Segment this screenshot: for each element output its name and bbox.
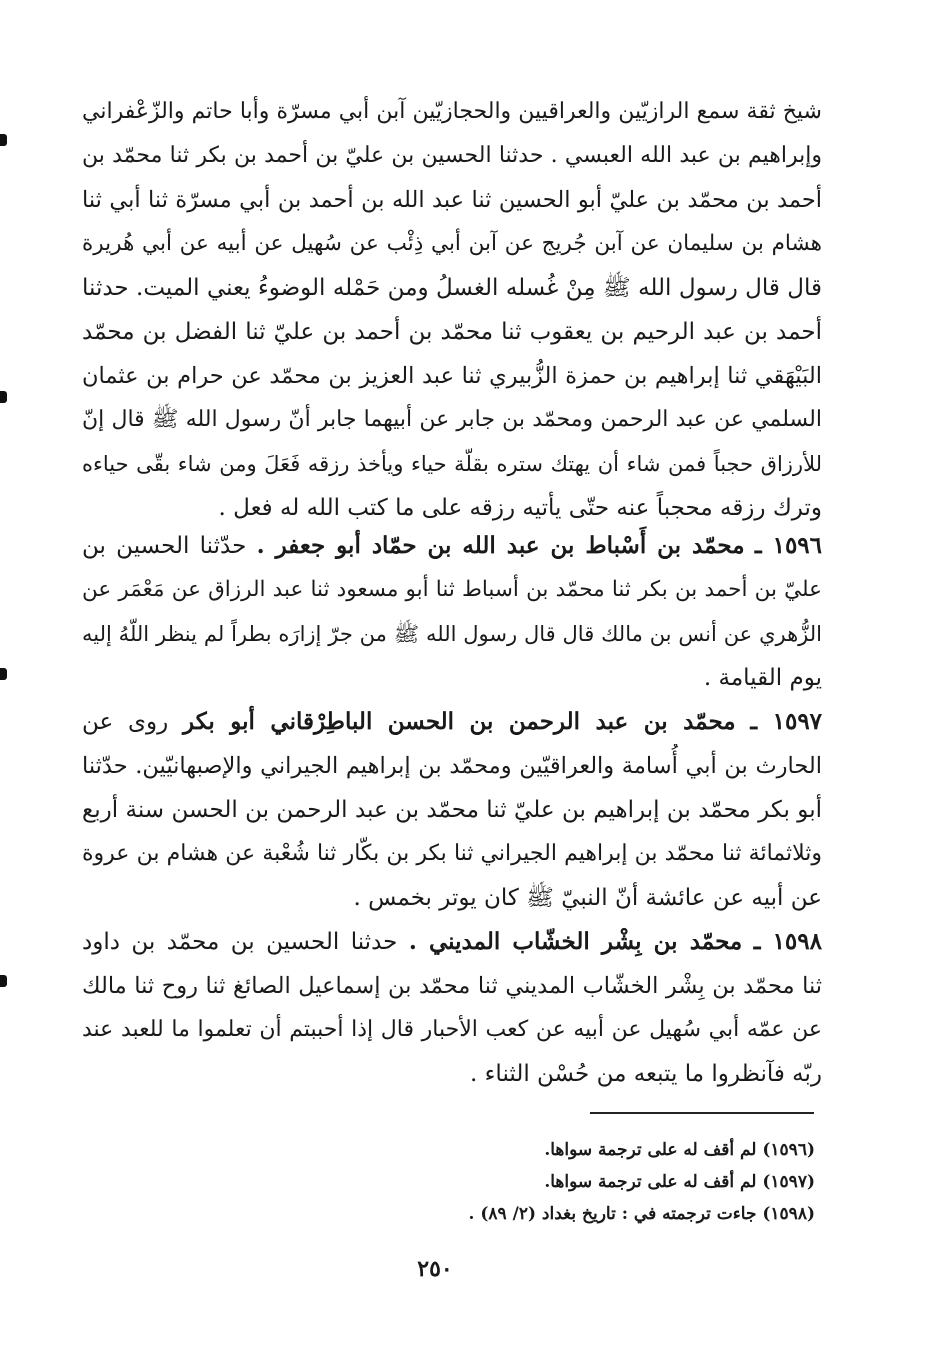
entry-1598 — [82, 920, 822, 1096]
entry-first-line — [82, 524, 822, 568]
entry-text: حدثنا الحسين بن محمّد بن داود — [82, 929, 398, 955]
text-line: السلمي عن عبد الرحمن ومحمّد بن جابر عن أبيهما جابر أنّ رسول الله ﷺ قال إنّ — [82, 407, 822, 432]
margin-mark — [0, 668, 7, 680]
footnote: (١٥٩٧) لم أقف له على ترجمة سواها. — [544, 1172, 815, 1192]
text-line: الزُّهري عن أنس بن مالك قال قال رسول الله ﷺ من جرّ إزارَه بطراً لم ينظر اللّهُ إليه — [82, 622, 822, 646]
entry-first-line — [82, 700, 822, 744]
intro-paragraph — [82, 90, 822, 530]
entry-heading: محمّد بن بِشْر الخشّاب المديني . — [408, 928, 743, 955]
text-line: وإبراهيم بن عبد الله العبسي . حدثنا الحسين بن عليّ بن أحمد بن بكر ثنا محمّد بن — [82, 143, 822, 168]
text-line: للأرزاق حجباً فمن شاء أن يهتك ستره بقلّة حياء ويأخذ رزقه فَعَلَ ومن شاء بقّى حياءه — [82, 452, 822, 476]
entry-text: روى عن — [82, 709, 169, 735]
text-line: يوم القيامة . — [703, 665, 822, 691]
footnote-divider — [590, 1112, 814, 1114]
text-line: عن أبيه عن عائشة أنّ النبيّ ﷺ كان يوتر بخمس . — [353, 885, 822, 911]
entry-heading: محمّد بن أَسْباط بن عبد الله بن حمّاد أبو جعفر . — [256, 532, 745, 559]
margin-mark — [0, 975, 7, 987]
margin-mark — [0, 391, 7, 403]
text-line: هشام بن سليمان عن آبن جُريج عن آبن أبي ذِئْب عن سُهيل عن أبيه عن أبي هُريرة — [82, 231, 822, 256]
entry-number: ١٥٩٦ ـ — [754, 532, 822, 559]
text-line: ثنا محمّد بن بِشْر الخشّاب المديني ثنا محمّد بن إسماعيل الصائغ ثنا روح ثنا مالك — [82, 973, 822, 999]
text-line: وثلاثمائة ثنا محمّد بن إبراهيم الجيراني ثنا بكر بن بكّار ثنا شُعْبة عن هشام بن عروة — [82, 841, 822, 866]
entry-1597 — [82, 700, 822, 920]
entry-1596 — [82, 524, 822, 700]
footnotes — [300, 1134, 815, 1230]
text-line: عليّ بن أحمد بن بكر ثنا محمّد بن أسباط ثنا أبو مسعود ثنا عبد الرزاق عن مَعْمَر عن — [82, 577, 822, 602]
text-line: أحمد بن محمّد بن عليّ أبو الحسين ثنا عبد الله بن أحمد بن أبي مسرّة ثنا أبي ثنا — [82, 187, 822, 213]
page-number: ٢٥٠ — [417, 1256, 453, 1282]
footnote: (١٥٩٨) جاءت ترجمته في : تاريخ بغداد (٢/ ٨٩) . — [468, 1204, 815, 1224]
text-line: وترك رزقه محجباً عنه حتّى يأتيه رزقه على ما كتب الله له فعل . — [218, 495, 822, 521]
text-line: قال قال رسول الله ﷺ مِنْ غُسله الغسلُ ومن حَمْله الوضوءُ يعني الميت. حدثنا — [82, 275, 822, 301]
entry-first-line — [82, 920, 822, 964]
text-line: أبو بكر محمّد بن إبراهيم بن عليّ ثنا محمّد بن عبد الرحمن بن الحسن سنة أربع — [82, 797, 822, 823]
entry-number: ١٥٩٨ ـ — [753, 928, 822, 955]
text-line: عن عمّه أبي سُهيل عن أبيه عن كعب الأحبار قال إذا أحببتم أن تعلموا ما للعبد عند — [82, 1017, 822, 1042]
margin-mark — [0, 134, 7, 146]
entry-text: حدّثنا الحسين بن — [82, 533, 247, 559]
entry-heading: محمّد بن عبد الرحمن بن الحسن الباطِرْقاني أبو بكر — [183, 708, 736, 735]
text-line: أحمد بن عبد الرحيم بن يعقوب ثنا محمّد بن أحمد بن عليّ ثنا الفضل بن محمّد — [82, 319, 822, 345]
footnote: (١٥٩٦) لم أقف له على ترجمة سواها. — [544, 1140, 815, 1160]
text-line: الحارث بن أبي أُسامة والعراقيّين ومحمّد بن إبراهيم الجيراني والإصبهانيّين. حدّثنا — [82, 753, 822, 779]
text-line: شيخ ثقة سمع الرازيّين والعراقيين والحجازيّين آبن أبي مسرّة وأبا حاتم والزّعْفراني — [82, 99, 822, 124]
text-line: ربّه فآنظروا ما يتبعه من حُسْن الثناء . — [470, 1061, 822, 1087]
entry-number: ١٥٩٧ ـ — [750, 708, 822, 735]
text-line: البَيْهَقي ثنا إبراهيم بن حمزة الزُّبيري ثنا عبد العزيز بن محمّد عن حرام بن عثمان — [82, 363, 822, 389]
